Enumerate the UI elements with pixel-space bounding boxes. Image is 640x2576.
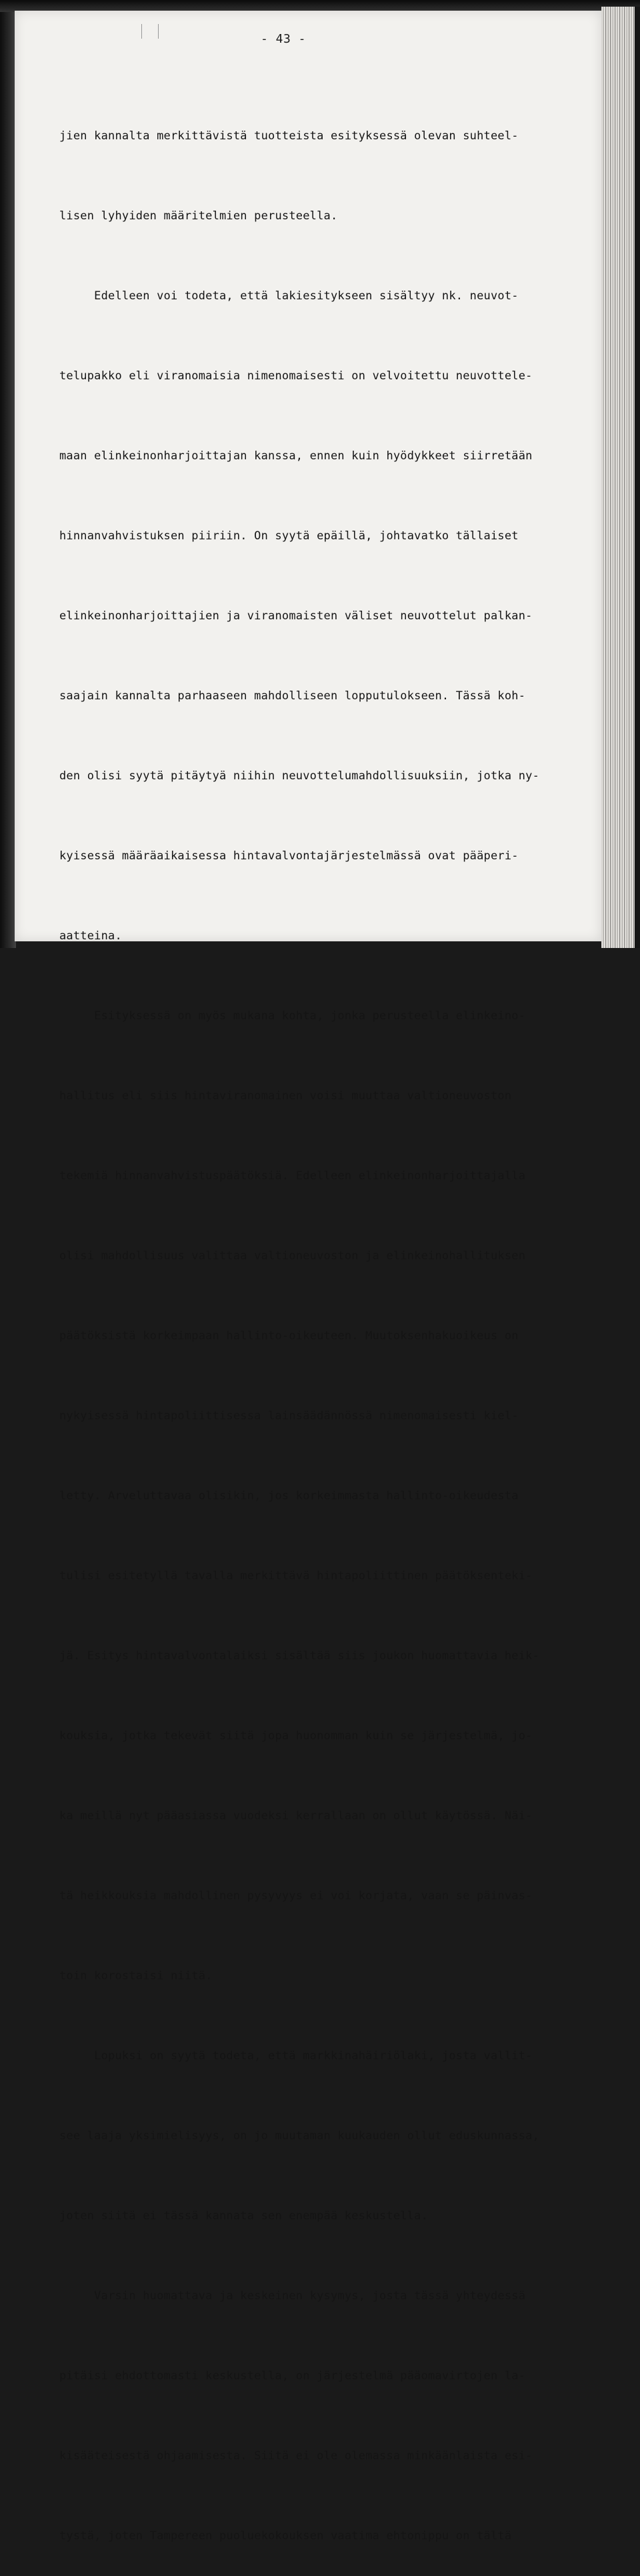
text-line: tekemiä hinnanvahvistuspäätöksiä. Edelleen elinkeinonharjoittajalla	[59, 1169, 526, 1183]
text-line: Varsin huomattava ja keskeinen kysymys, josta tässä yhteydessä	[59, 2289, 526, 2303]
text-line: Esityksessä on myös mukana kohta, jonka perusteella elinkeino-	[59, 1009, 526, 1023]
text-line: hinnanvahvistuksen piiriin. On syytä epäillä, johtavatko tällaiset	[59, 529, 519, 543]
text-line: telupakko eli viranomaisia nimenomaisesti on velvoitettu neuvottele-	[59, 369, 533, 383]
text-line: see laaja yksimielisyys, on jo muutaman kuukauden ollut eduskunnassa,	[59, 2129, 540, 2143]
text-line: kyisessä määräaikaisessa hintavalvontajärjestelmässä ovat pääperi-	[59, 849, 519, 863]
text-line: jien kannalta merkittävistä tuotteista esityksessä olevan suhteel-	[59, 129, 519, 143]
text-line: Edelleen voi todeta, että lakiesitykseen sisältyy nk. neuvot-	[59, 289, 519, 303]
text-line: lisen lyhyiden määritelmien perusteella.	[59, 209, 338, 223]
text-line: maan elinkeinonharjoittajan kanssa, ennen kuin hyödykkeet siirretään	[59, 449, 533, 463]
text-line: ka meillä nyt pääasiassa vuodeksi kerrallaan on ollut käytössä. Näi-	[59, 1809, 533, 1823]
page-number: - 43 -	[261, 32, 307, 46]
text-line: tulisi esitetyllä tavalla merkittävä hintapoliittinen päätöksenteki-	[59, 1569, 533, 1583]
text-line: jä. Esitys hintavalvontalaiksi sisältää siis joukon huomattavia heik-	[59, 1649, 540, 1663]
stacked-page-edges	[601, 7, 640, 948]
text-line: kouksia, jotka tekevät siitä jopa huonomman kuin se järjestelmä, jo-	[59, 1729, 533, 1743]
text-line: aatteina.	[59, 929, 122, 943]
text-line: nykyisessä hintapoliittisessa lainsäädännössä nimenomaisesti kiel-	[59, 1409, 519, 1423]
text-line: saajain kannalta parhaaseen mahdolliseen lopputulokseen. Tässä koh-	[59, 689, 526, 703]
scan-mark	[141, 24, 142, 39]
text-line: päätöksistä korkeimpaan hallinto-oikeuteen. Muutoksenhakuoikeus on	[59, 1329, 519, 1343]
text-line: hallitus eli siis hintaviranomainen voisi muuttaa valtioneuvoston	[59, 1089, 512, 1103]
body-text	[59, 69, 579, 2576]
text-line: tä heikkouksia mahdollinen pysyvyys ei voi korjata, vaan se päinvas-	[59, 1889, 533, 1903]
text-line: elinkeinonharjoittajien ja viranomaisten väliset neuvottelut palkan-	[59, 609, 533, 623]
text-line: pitäisi ehdottomasti keskustella, on järjestelmä pääomavirtojen la-	[59, 2369, 526, 2383]
text-line: letty. Arveluttavaa olisikin, jos korkeimmasta hallinto-oikeudesta	[59, 1489, 519, 1503]
text-line: joten siitä ei tässä kannata sen enempää keskustella.	[59, 2209, 429, 2223]
text-line: tystä, joten Tampereen puoluekokouksen vaatima ehtonippu on tältä	[59, 2529, 512, 2543]
text-line: kisääteisestä ohjaamisesta. Siitä ei ole olemassa minkäänlaista esi-	[59, 2449, 533, 2463]
text-line: Lopuksi on syytä todeta, että markkinahäiriölaki, josta vallit-	[59, 2049, 533, 2063]
scan-shadow-left	[0, 0, 16, 948]
text-line: olisi mahdollisuus valittaa valtioneuvoston ja elinkeinohallituksen	[59, 1249, 526, 1263]
text-line: den olisi syytä pitäytyä niihin neuvottelumahdollisuuksiin, jotka ny-	[59, 769, 540, 783]
text-line: toin korostaisi niitä.	[59, 1969, 213, 1983]
scan-mark	[158, 24, 159, 39]
